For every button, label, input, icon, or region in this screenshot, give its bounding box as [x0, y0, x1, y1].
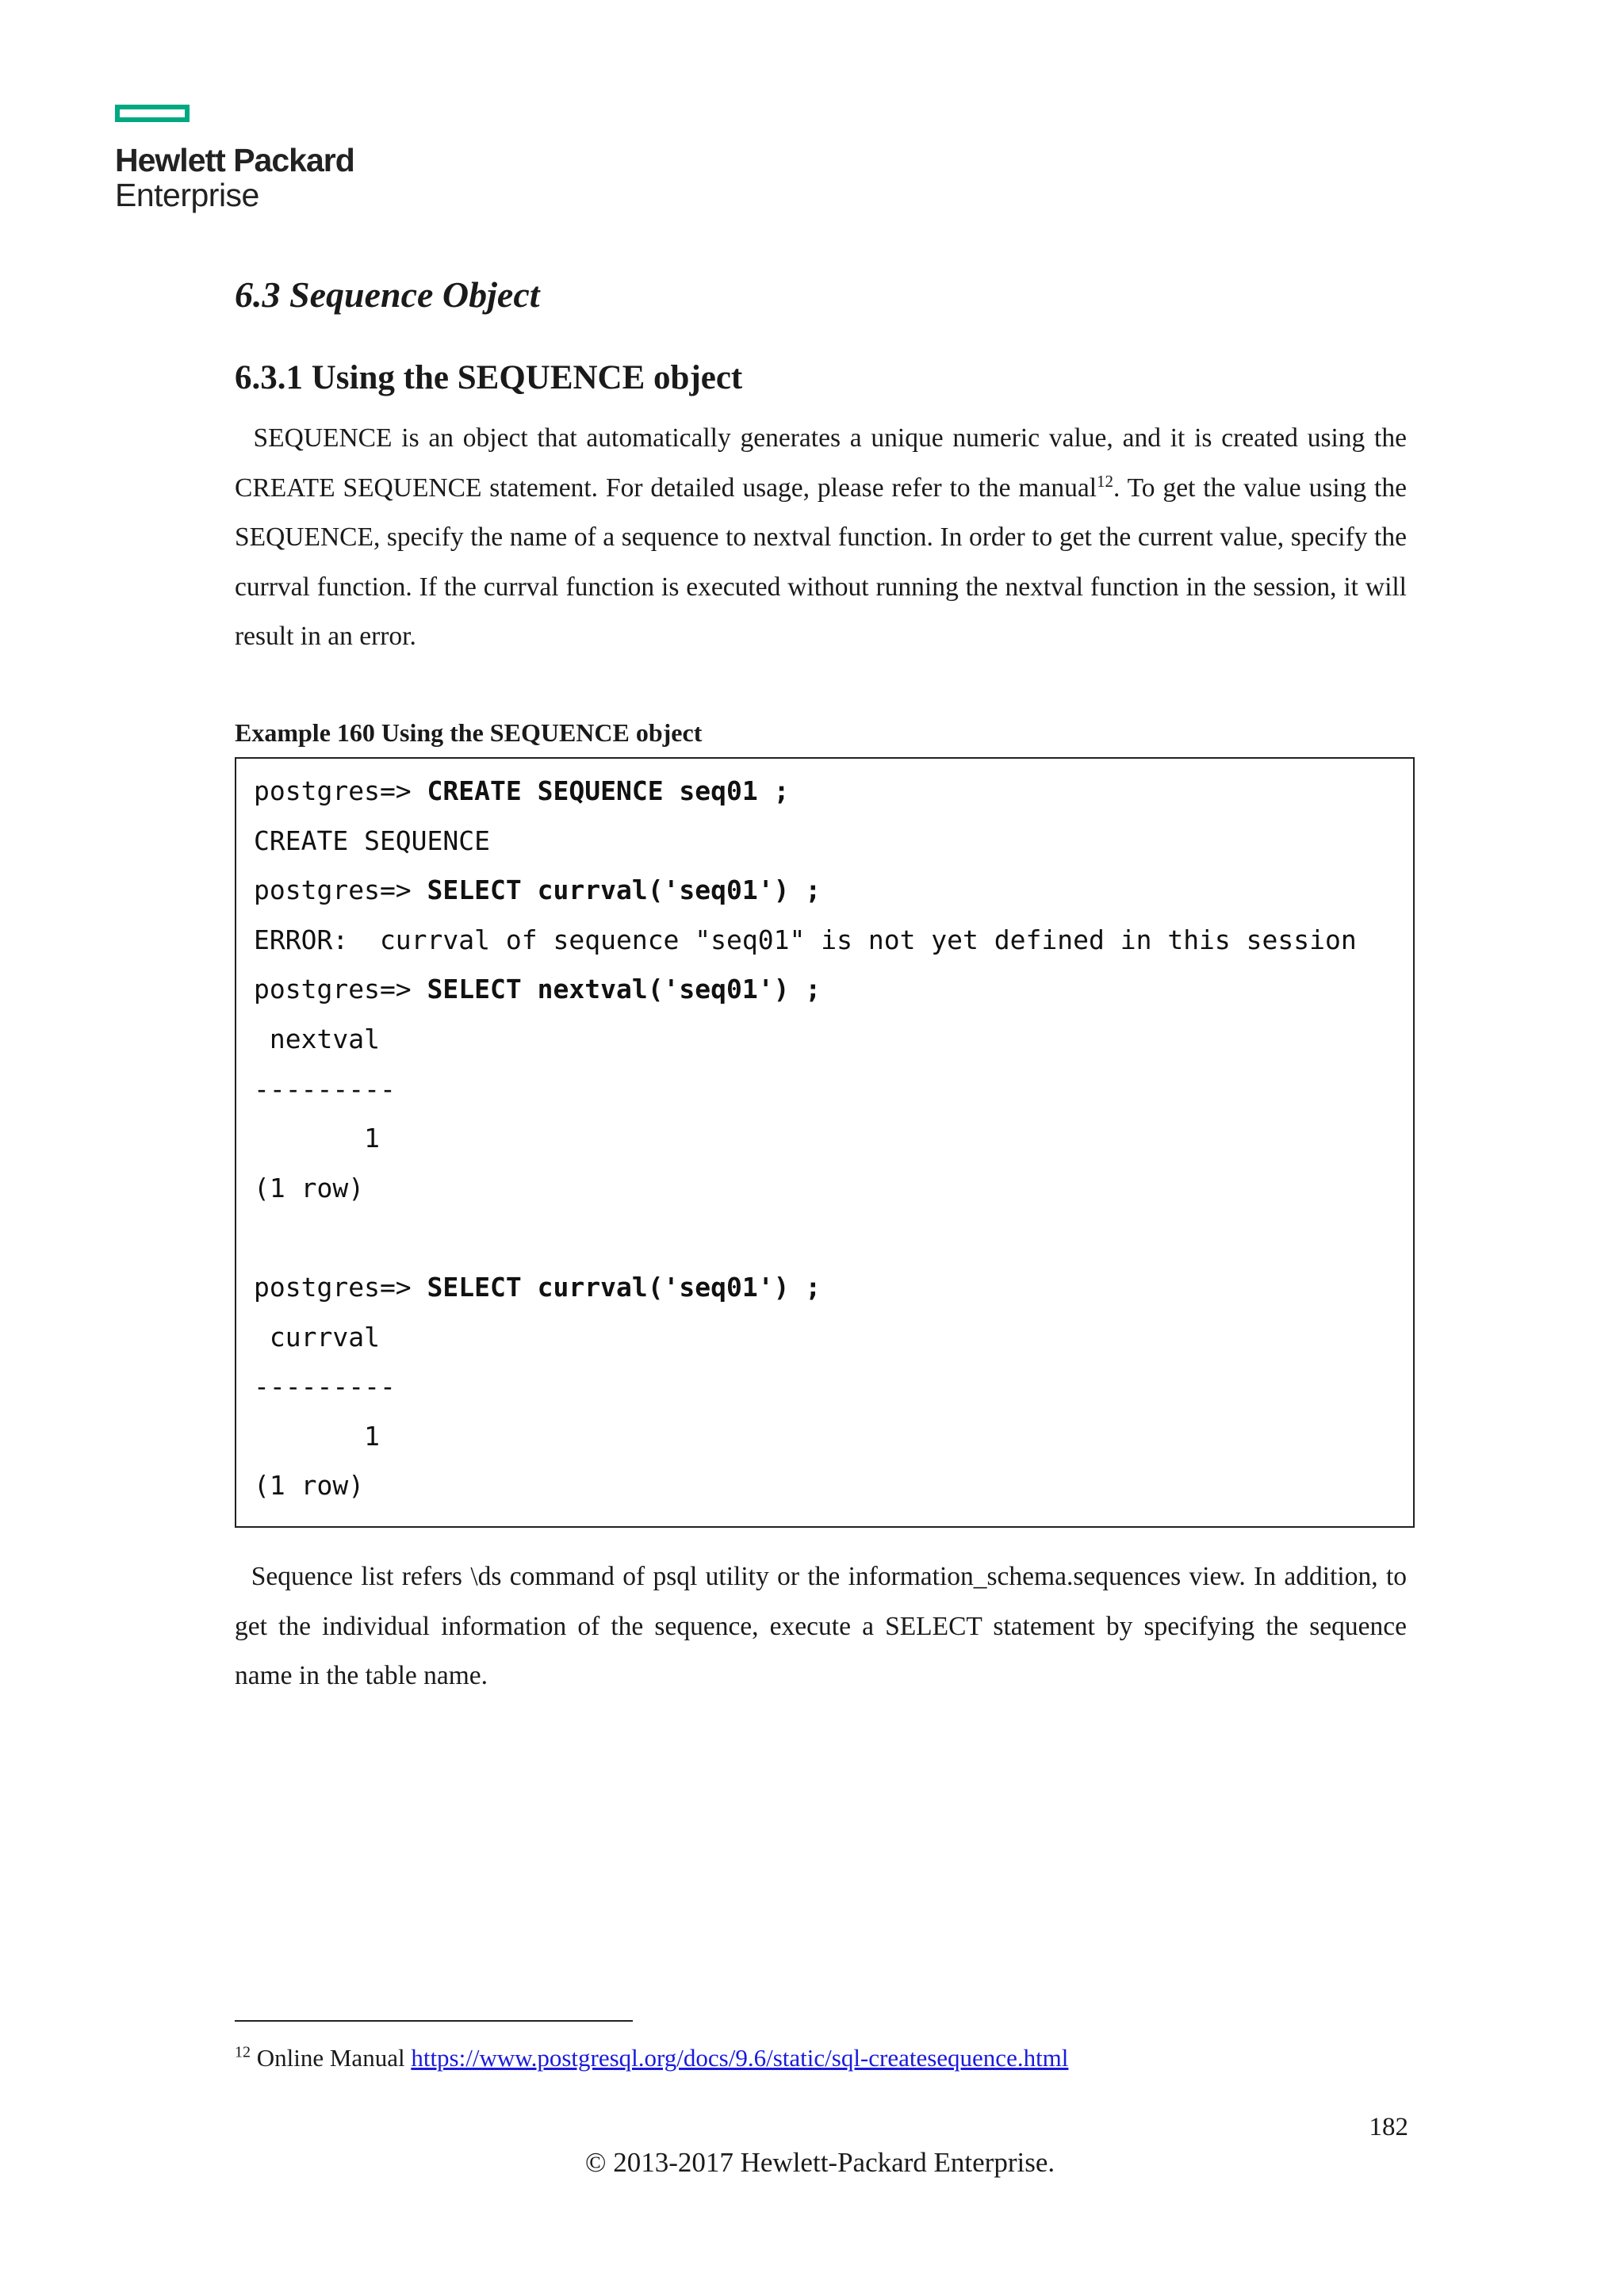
footnote-link[interactable]: https://www.postgresql.org/docs/9.6/static/sql-createsequence.html [411, 2044, 1069, 2072]
code-output: (1 row) [254, 1470, 365, 1502]
hpe-logo [115, 105, 448, 212]
code-output: ERROR: currval of sequence "seq01" is not yet defined in this session [254, 924, 1357, 955]
footnote [235, 2044, 1068, 2072]
code-command: CREATE SEQUENCE seq01 ; [427, 775, 790, 806]
code-line [254, 1412, 1413, 1462]
copyright-notice: © 2013-2017 Hewlett-Packard Enterprise. [584, 2147, 1055, 2178]
intro-paragraph [235, 414, 1407, 662]
code-line [254, 767, 1413, 817]
code-line [254, 1164, 1413, 1214]
intro-text-part-2: . To get the value using the SEQUENCE, specify the name of a sequence to nextval function. In order to get the current value, specify the currval function. If the currval function is executed without running the nextval function in the session, it will result in an error. [235, 473, 1407, 651]
code-output: CREATE SEQUENCE [254, 825, 491, 856]
page-number: 182 [1369, 2113, 1408, 2141]
code-command: SELECT currval('seq01') ; [427, 1271, 822, 1303]
code-line [254, 1461, 1413, 1511]
outro-paragraph: Sequence list refers \ds command of psql utility or the information_schema.sequences view. In addition, to get the individual information of the sequence, execute a SELECT statement by specifying the sequence name in the table name. [235, 1562, 1407, 1690]
code-output: --------- [254, 1371, 396, 1402]
code-line [254, 866, 1413, 916]
logo-line-2: Enterprise [115, 177, 259, 213]
code-line [254, 1263, 1413, 1313]
code-output: 1 [254, 1123, 380, 1154]
code-line [254, 817, 1413, 867]
code-prompt: postgres=> [254, 874, 427, 906]
code-output: 1 [254, 1420, 380, 1452]
footnote-label: Online Manual [251, 2044, 412, 2072]
code-line [254, 965, 1413, 1015]
code-prompt: postgres=> [254, 775, 427, 806]
code-output: nextval [254, 1023, 380, 1054]
example-caption: Example 160 Using the SEQUENCE object [235, 718, 703, 747]
code-line [254, 1313, 1413, 1363]
section-heading: 6.3 Sequence Object [235, 274, 540, 315]
code-line [254, 916, 1413, 966]
code-prompt: postgres=> [254, 1271, 427, 1303]
code-line [254, 1065, 1413, 1115]
code-line [254, 1213, 1413, 1263]
footnote-ref[interactable]: 12 [1097, 471, 1113, 491]
code-command: SELECT currval('seq01') ; [427, 874, 822, 906]
code-line [254, 1114, 1413, 1164]
code-output: currval [254, 1321, 380, 1353]
code-output: (1 row) [254, 1172, 365, 1203]
code-prompt: postgres=> [254, 974, 427, 1005]
footnote-number: 12 [235, 2043, 251, 2061]
hpe-logo-bar-icon [115, 105, 190, 122]
footnote-divider [235, 2020, 633, 2022]
code-line [254, 1015, 1413, 1065]
subsection-heading: 6.3.1 Using the SEQUENCE object [235, 359, 743, 396]
code-command: SELECT nextval('seq01') ; [427, 974, 822, 1005]
code-output: --------- [254, 1073, 396, 1104]
code-line [254, 1362, 1413, 1412]
intro-text-part-1: SEQUENCE is an object that automatically generates a unique numeric value, and it is created using the CREATE SEQUENCE statement. For detailed usage, please refer to the manual [235, 423, 1407, 503]
logo-line-1: Hewlett Packard [115, 142, 354, 178]
code-block [235, 757, 1415, 1528]
